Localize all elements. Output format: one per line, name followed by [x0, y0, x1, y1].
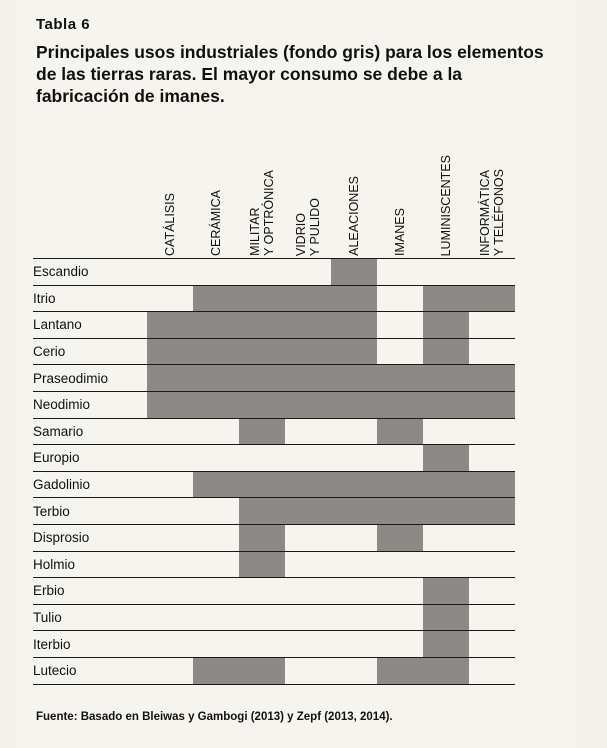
use-cell-empty — [469, 445, 515, 472]
use-cell-empty — [285, 578, 331, 605]
use-cell-empty — [285, 418, 331, 445]
use-cell-shaded — [331, 498, 377, 525]
column-header-ceramica: CERÁMICA — [209, 190, 223, 256]
table-label: Tabla 6 — [36, 16, 91, 33]
use-cell-shaded — [285, 312, 331, 339]
use-cell-shaded — [331, 391, 377, 418]
use-cell-empty — [239, 604, 285, 631]
column-header-informatica: INFORMÁTICA Y TELÉFONOS — [478, 168, 506, 256]
use-cell-empty — [147, 471, 193, 498]
use-cell-shaded — [377, 471, 423, 498]
table-row — [33, 631, 515, 658]
table-row — [33, 498, 515, 525]
use-cell-shaded — [147, 312, 193, 339]
use-cell-empty — [331, 551, 377, 578]
use-cell-shaded — [239, 312, 285, 339]
element-name: Lantano — [33, 312, 147, 339]
use-cell-empty — [331, 418, 377, 445]
use-cell-shaded — [285, 391, 331, 418]
use-cell-empty — [469, 259, 515, 286]
use-cell-shaded — [239, 498, 285, 525]
source-note: Fuente: Basado en Bleiwas y Gambogi (2013) y Zepf (2013, 2014). — [36, 711, 393, 723]
table-row — [33, 524, 515, 551]
element-name: Escandio — [33, 259, 147, 286]
element-name: Itrio — [33, 285, 147, 312]
use-cell-empty — [469, 551, 515, 578]
use-cell-empty — [285, 551, 331, 578]
table-row — [33, 551, 515, 578]
use-cell-shaded — [239, 657, 285, 684]
use-cell-shaded — [193, 312, 239, 339]
use-cell-shaded — [423, 391, 469, 418]
table-row — [33, 259, 515, 286]
use-cell-shaded — [331, 285, 377, 312]
element-name: Iterbio — [33, 631, 147, 658]
use-cell-shaded — [147, 365, 193, 392]
use-cell-empty — [239, 445, 285, 472]
use-cell-empty — [193, 604, 239, 631]
use-cell-shaded — [285, 471, 331, 498]
use-cell-shaded — [377, 524, 423, 551]
table-row — [33, 312, 515, 339]
use-cell-empty — [331, 657, 377, 684]
use-cell-shaded — [469, 365, 515, 392]
column-header-luminiscentes: LUMINISCENTES — [439, 154, 453, 256]
use-cell-shaded — [423, 312, 469, 339]
use-cell-empty — [331, 631, 377, 658]
use-cell-shaded — [469, 498, 515, 525]
column-header-catalisis: CATÁLISIS — [163, 193, 177, 256]
use-cell-shaded — [331, 259, 377, 286]
use-cell-empty — [193, 524, 239, 551]
use-cell-empty — [377, 445, 423, 472]
use-cell-empty — [147, 604, 193, 631]
use-cell-shaded — [285, 338, 331, 365]
use-cell-empty — [285, 631, 331, 658]
use-cell-shaded — [423, 365, 469, 392]
use-cell-shaded — [423, 631, 469, 658]
use-cell-empty — [239, 631, 285, 658]
use-cell-empty — [377, 338, 423, 365]
use-cell-empty — [147, 285, 193, 312]
use-cell-empty — [193, 445, 239, 472]
use-cell-shaded — [377, 498, 423, 525]
use-cell-empty — [285, 259, 331, 286]
use-cell-shaded — [423, 285, 469, 312]
use-cell-empty — [285, 524, 331, 551]
element-name: Praseodimio — [33, 365, 147, 392]
use-cell-empty — [331, 445, 377, 472]
use-cell-shaded — [239, 285, 285, 312]
use-cell-shaded — [331, 365, 377, 392]
use-cell-empty — [147, 498, 193, 525]
use-cell-shaded — [239, 338, 285, 365]
use-cell-empty — [469, 418, 515, 445]
use-cell-empty — [331, 524, 377, 551]
use-cell-empty — [239, 259, 285, 286]
element-name: Neodimio — [33, 391, 147, 418]
use-cell-shaded — [239, 524, 285, 551]
use-cell-empty — [469, 631, 515, 658]
table-row — [33, 471, 515, 498]
use-cell-empty — [469, 578, 515, 605]
column-header-vidrio: VIDRIO Y PULIDO — [294, 197, 322, 256]
use-cell-empty — [147, 418, 193, 445]
use-cell-empty — [193, 578, 239, 605]
use-cell-shaded — [377, 418, 423, 445]
use-cell-empty — [239, 578, 285, 605]
use-cell-shaded — [423, 338, 469, 365]
use-cell-empty — [377, 631, 423, 658]
use-cell-empty — [147, 551, 193, 578]
use-cell-shaded — [239, 418, 285, 445]
use-cell-shaded — [193, 285, 239, 312]
use-cell-empty — [423, 524, 469, 551]
table-row — [33, 285, 515, 312]
table-row — [33, 391, 515, 418]
use-cell-shaded — [331, 312, 377, 339]
column-header-militar: MILITAR Y OPTRÓNICA — [248, 170, 276, 256]
use-cell-shaded — [239, 471, 285, 498]
table-title: Principales usos industriales (fondo gris) para los elementos de las tierras raras. El mayor consumo se debe a la fabricación de imanes. — [36, 42, 544, 106]
use-cell-empty — [285, 445, 331, 472]
table-row — [33, 365, 515, 392]
element-name: Holmio — [33, 551, 147, 578]
use-cell-empty — [423, 259, 469, 286]
use-cell-shaded — [193, 338, 239, 365]
use-cell-empty — [377, 578, 423, 605]
use-cell-shaded — [193, 657, 239, 684]
use-cell-empty — [423, 551, 469, 578]
use-cell-shaded — [147, 391, 193, 418]
use-cell-shaded — [193, 471, 239, 498]
table-row — [33, 657, 515, 684]
use-cell-empty — [147, 631, 193, 658]
use-cell-empty — [469, 338, 515, 365]
use-cell-empty — [377, 604, 423, 631]
use-cell-empty — [193, 631, 239, 658]
use-cell-empty — [193, 498, 239, 525]
use-cell-empty — [377, 285, 423, 312]
use-cell-empty — [469, 312, 515, 339]
use-cell-empty — [331, 578, 377, 605]
element-name: Tulio — [33, 604, 147, 631]
use-cell-shaded — [469, 471, 515, 498]
use-cell-shaded — [285, 498, 331, 525]
use-cell-empty — [331, 604, 377, 631]
use-cell-shaded — [239, 365, 285, 392]
element-name: Erbio — [33, 578, 147, 605]
use-cell-shaded — [423, 604, 469, 631]
use-cell-empty — [193, 551, 239, 578]
use-cell-shaded — [469, 285, 515, 312]
element-name: Cerio — [33, 338, 147, 365]
uses-table-body — [33, 259, 515, 685]
use-cell-shaded — [193, 391, 239, 418]
use-cell-empty — [377, 312, 423, 339]
use-cell-shaded — [285, 285, 331, 312]
use-cell-shaded — [423, 471, 469, 498]
use-cell-shaded — [423, 657, 469, 684]
element-name: Samario — [33, 418, 147, 445]
use-cell-shaded — [331, 471, 377, 498]
use-cell-shaded — [423, 445, 469, 472]
use-cell-shaded — [239, 391, 285, 418]
use-cell-shaded — [377, 391, 423, 418]
element-name: Lutecio — [33, 657, 147, 684]
use-cell-empty — [423, 418, 469, 445]
use-cell-empty — [147, 578, 193, 605]
element-name: Terbio — [33, 498, 147, 525]
use-cell-empty — [147, 524, 193, 551]
table-row — [33, 418, 515, 445]
use-cell-shaded — [377, 657, 423, 684]
use-cell-empty — [147, 445, 193, 472]
use-cell-empty — [377, 259, 423, 286]
use-cell-shaded — [377, 365, 423, 392]
use-cell-empty — [285, 657, 331, 684]
use-cell-empty — [193, 259, 239, 286]
use-cell-empty — [469, 657, 515, 684]
use-cell-shaded — [469, 391, 515, 418]
table-row — [33, 604, 515, 631]
table-row — [33, 445, 515, 472]
use-cell-shaded — [331, 338, 377, 365]
use-cell-empty — [285, 604, 331, 631]
element-name: Disprosio — [33, 524, 147, 551]
table-row — [33, 578, 515, 605]
use-cell-shaded — [147, 338, 193, 365]
use-cell-shaded — [239, 551, 285, 578]
use-cell-empty — [147, 657, 193, 684]
element-name: Gadolinio — [33, 471, 147, 498]
use-cell-shaded — [423, 498, 469, 525]
use-cell-shaded — [285, 365, 331, 392]
use-cell-empty — [193, 418, 239, 445]
element-name: Europio — [33, 445, 147, 472]
column-header-imanes: IMANES — [393, 208, 407, 256]
uses-table — [33, 258, 515, 685]
use-cell-empty — [469, 604, 515, 631]
column-header-aleaciones: ALEACIONES — [347, 176, 361, 256]
use-cell-shaded — [193, 365, 239, 392]
table-row — [33, 338, 515, 365]
use-cell-empty — [469, 524, 515, 551]
use-cell-empty — [147, 259, 193, 286]
use-cell-shaded — [423, 578, 469, 605]
use-cell-empty — [377, 551, 423, 578]
